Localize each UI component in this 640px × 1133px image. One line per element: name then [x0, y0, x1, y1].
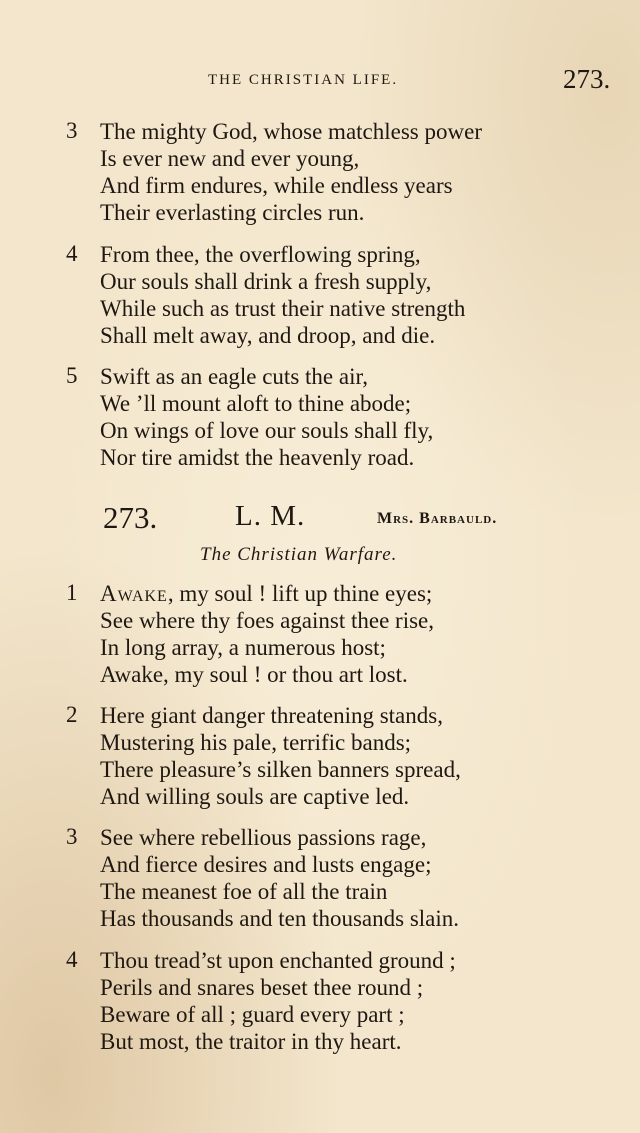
verse-line: Mustering his pale, terrific bands; [100, 730, 412, 755]
first-word: Awake [100, 581, 168, 606]
verse-line: Is ever new and ever young, [100, 146, 360, 171]
hymn-heading [0, 500, 640, 540]
verse-line: Shall melt away, and droop, and die. [100, 323, 436, 348]
running-head [0, 64, 640, 98]
verse-line: From thee, the overflowing spring, [100, 242, 421, 267]
verse-line: Our souls shall drink a fresh supply, [100, 269, 432, 294]
page-number: 273. [563, 64, 611, 94]
verse-line: See where rebellious passions rage, [100, 825, 427, 850]
verse-line: On wings of love our souls shall fly, [100, 418, 434, 443]
verse-line-rest: , my soul ! lift up thine eyes; [167, 581, 433, 606]
hymn-title: The Christian Warfare. [200, 544, 398, 565]
verse-line: See where thy foes against thee rise, [100, 608, 435, 633]
verse-line: Swift as an eagle cuts the air, [100, 364, 368, 389]
verse-number: 4 [66, 947, 78, 972]
verse-line: Has thousands and ten thousands slain. [100, 906, 460, 931]
verse-line: And firm endures, while endless years [100, 173, 453, 198]
verse-line: Thou tread’st upon enchanted ground ; [100, 948, 456, 973]
hymn-meter: L. M. [235, 500, 306, 532]
verse-line: While such as trust their native strength [100, 296, 466, 321]
verse-line [100, 580, 432, 607]
hymn-number: 273. [103, 500, 158, 535]
verse-line: Their everlasting circles run. [100, 200, 365, 225]
verse-line: In long array, a numerous host; [100, 635, 386, 660]
verse-number: 5 [66, 363, 78, 388]
running-title: THE CHRISTIAN LIFE. [208, 72, 399, 88]
verse-line: And willing souls are captive led. [100, 784, 410, 809]
verse-line: Awake, my soul ! or thou art lost. [100, 662, 408, 687]
verse-line: We ’ll mount aloft to thine abode; [100, 391, 412, 416]
verse-number: 2 [66, 702, 78, 727]
verse-number: 3 [66, 118, 78, 143]
verse-line: Perils and snares beset thee round ; [100, 975, 424, 1000]
verse-line: There pleasure’s silken banners spread, [100, 757, 461, 782]
verse-line: The meanest foe of all the train [100, 879, 388, 904]
verse-line: And fierce desires and lusts engage; [100, 852, 432, 877]
verse-number: 4 [66, 241, 78, 266]
verse-number: 1 [66, 580, 78, 605]
verse-line: Here giant danger threatening stands, [100, 703, 443, 728]
verse-line: Beware of all ; guard every part ; [100, 1002, 405, 1027]
verse-line: The mighty God, whose matchless power [100, 119, 482, 144]
verse-line: Nor tire amidst the heavenly road. [100, 445, 415, 470]
verse-number: 3 [66, 824, 78, 849]
hymn-author: Mrs. Barbauld. [377, 510, 498, 527]
verse-line: But most, the traitor in thy heart. [100, 1029, 402, 1054]
